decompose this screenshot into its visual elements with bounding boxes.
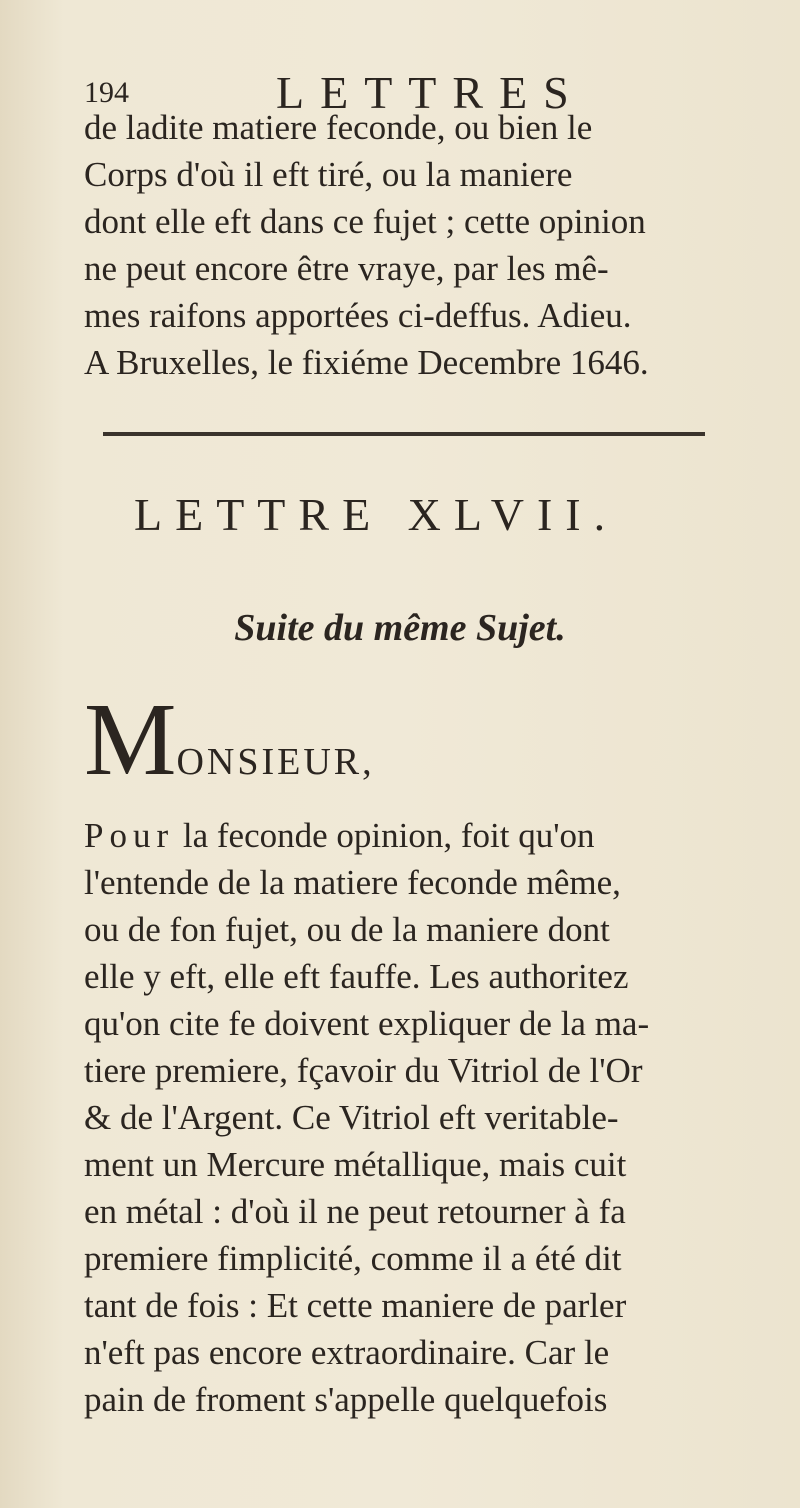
previous-letter-ending [84, 104, 764, 386]
letter-subtitle: Suite du même Sujet. [234, 607, 566, 649]
text-line: mes raifons apportées ci-deffus. Adieu. [84, 296, 632, 335]
text-line: tiere premiere, fçavoir du Vitriol de l'Or [84, 1051, 643, 1090]
text-line: A Bruxelles, le fixiéme Decembre 1646. [84, 343, 649, 382]
section-divider [103, 432, 705, 436]
letter-body [84, 812, 764, 1423]
text-line: ou de fon fujet, ou de la maniere dont [84, 910, 610, 949]
letter-title: LETTRE XLVII. [134, 489, 619, 540]
salutation-rest: ONSIEUR, [176, 741, 375, 783]
first-line-rest: la feconde opinion, foit qu'on [174, 816, 595, 855]
text-line: ne peut encore être vraye, par les mê- [84, 249, 609, 288]
opening-word: Pour [84, 816, 175, 855]
text-line: pain de froment s'appelle quelquefois [84, 1380, 608, 1419]
text-line: en métal : d'où il ne peut retourner à fa [84, 1192, 626, 1231]
text-line: l'entende de la matiere feconde même, [84, 863, 621, 902]
text-line: premiere fimplicité, comme il a été dit [84, 1239, 622, 1278]
page-number: 194 [84, 76, 129, 109]
running-head: LETTRES [276, 67, 585, 118]
text-line: elle y eft, elle eft fauffe. Les authoritez [84, 957, 629, 996]
text-line: dont elle eft dans ce fujet ; cette opinion [84, 202, 646, 241]
text-line: tant de fois : Et cette maniere de parler [84, 1286, 627, 1325]
text-line: ment un Mercure métallique, mais cuit [84, 1145, 627, 1184]
text-line: & de l'Argent. Ce Vitriol eft veritable- [84, 1098, 619, 1137]
salutation [84, 682, 375, 797]
text-line [84, 812, 764, 859]
text-line: de ladite matiere feconde, ou bien le [84, 108, 593, 147]
text-line: n'eft pas encore extraordinaire. Car le [84, 1333, 610, 1372]
drop-cap: M [84, 682, 177, 797]
text-line: qu'on cite fe doivent expliquer de la ma- [84, 1004, 650, 1043]
text-line: Corps d'où il eft tiré, ou la maniere [84, 155, 573, 194]
